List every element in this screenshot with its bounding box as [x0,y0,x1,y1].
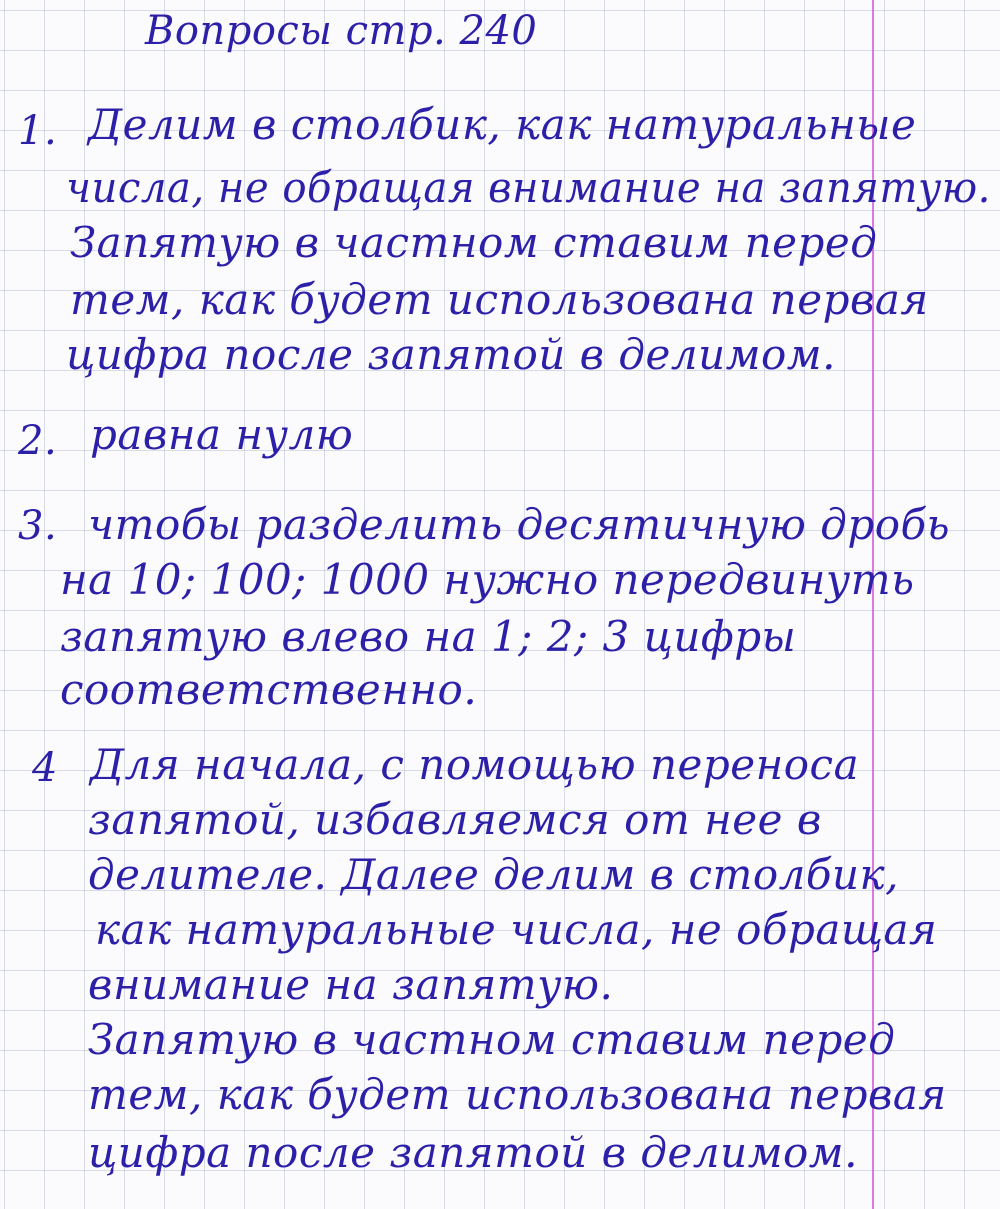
answer-4-line-2: запятой, избавляемся от нее в [88,795,822,844]
answer-1-line-5: цифра после запятой в делимом. [66,330,836,379]
answer-3-line-1: чтобы разделить десятичную дробь [88,500,951,549]
answer-4-line-1: Для начала, с помощью переноса [90,740,860,789]
answer-4-line-3: делителе. Далее делим в столбик, [88,850,899,899]
answer-4-line-4: как натуральные числа, не обращая [95,905,938,954]
answer-1-line-1: Делим в столбик, как натуральные [88,100,917,149]
answer-1-line-3: Запятую в частном ставим перед [70,218,878,267]
answer-1-line-2: числа, не обращая внимание на запятую. [66,163,991,212]
answer-4-line-5: внимание на запятую. [88,960,614,1009]
answer-3-line-2: на 10; 100; 1000 нужно передвинуть [60,555,915,604]
answer-3-line-3: запятую влево на 1; 2; 3 цифры [60,612,797,661]
answer-3-number: 3. [18,503,58,549]
answer-2-line-1: равна нулю [90,410,354,459]
answer-1-number: 1. [18,108,58,154]
answer-4-line-8: цифра после запятой в делимом. [88,1128,858,1177]
answer-1-line-4: тем, как будет использована первая [70,275,929,324]
answer-4-line-7: тем, как будет использована первая [88,1070,947,1119]
answer-4-number: 4 [32,745,58,791]
page-title: Вопросы стр. 240 [145,8,538,54]
answer-4-line-6: Запятую в частном ставим перед [88,1015,896,1064]
answer-2-number: 2. [18,418,58,464]
answer-3-line-4: соответственно. [60,665,478,714]
